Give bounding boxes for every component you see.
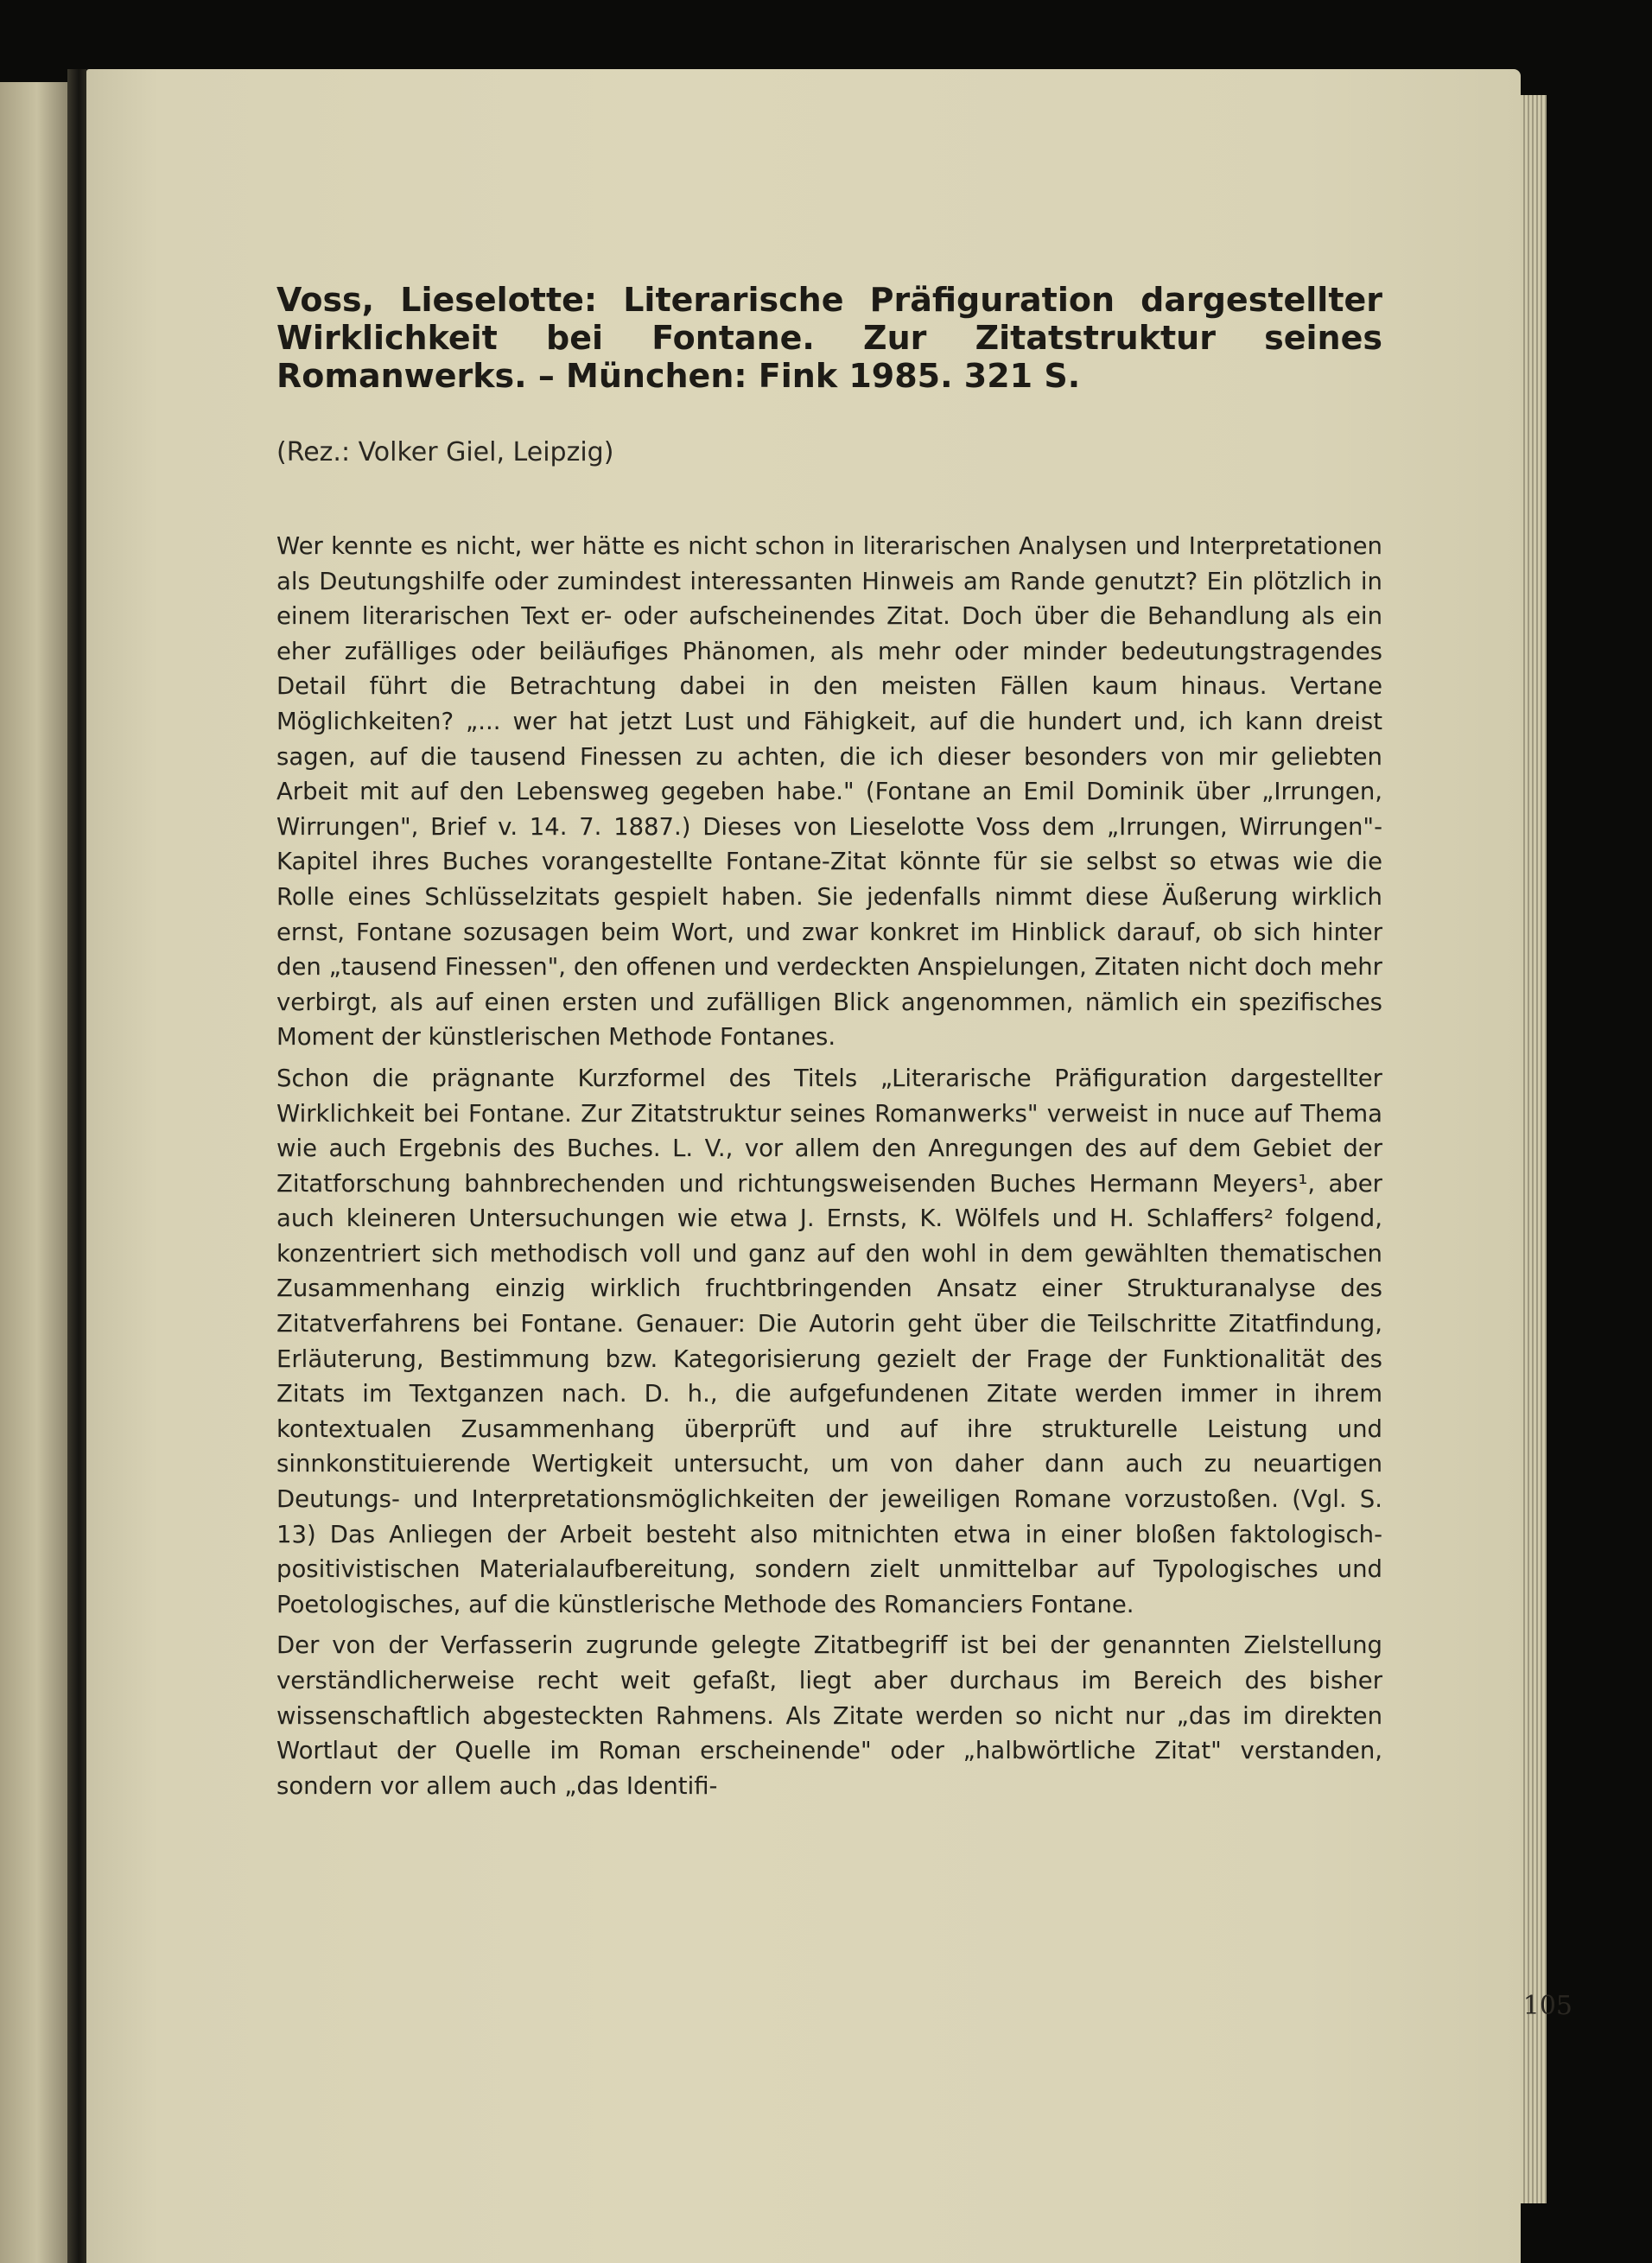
review-body (276, 529, 1382, 1809)
paragraph: Schon die prägnante Kurzformel des Titels „Literarische Präfiguration dargestellter Wirklichkeit bei Fontane. Zur Zitatstruktur seines Romanwerks" verweist in nuce auf Thema wie auch Ergebnis des Buches. L. V., vor allem den Anregungen des auf dem Gebiet der Zitatforschung bahnbrechenden und richtungsweisenden Buches Hermann Meyers¹, aber auch kleineren Untersuchungen wie etwa J. Ernsts, K. Wölfels und H. Schlaffers² folgend, konzentriert sich methodisch voll und ganz auf den wohl in dem gewählten thematischen Zusammenhang einzig wirklich fruchtbringenden Ansatz einer Strukturanalyse des Zitatverfahrens bei Fontane. Genauer: Die Autorin geht über die Teilschritte Zitatfindung, Erläuterung, Bestimmung bzw. Kategorisierung gezielt der Frage der Funktionalität des Zitats im Textganzen nach. D. h., die aufgefundenen Zitate werden immer in ihrem kontextualen Zusammenhang überprüft und auf ihre strukturelle Leistung und sinnkonstituierende Wertigkeit untersucht, um von daher dann auch zu neuartigen Deutungs- und Interpretationsmöglichkeiten der jeweiligen Romane vorzustoßen. (Vgl. S. 13) Das Anliegen der Arbeit besteht also mitnichten etwa in einer bloßen faktologisch-positivistischen Materialaufbereitung, sondern zielt unmittelbar auf Typologisches und Poetologisches, auf die künstlerische Methode des Romanciers Fontane. (276, 1064, 1382, 1618)
paragraph: Der von der Verfasserin zugrunde gelegte Zitatbegriff ist bei der genannten Zielstellung verständlicherweise recht weit gefaßt, liegt aber durchaus im Bereich des bisher wissenschaftlich abgesteckten Rahmens. Als Zitate werden so nicht nur „das im direkten Wortlaut der Quelle im Roman erscheinende" oder „halbwörtliche Zitat" verstanden, sondern vor allem auch „das Identifi- (276, 1631, 1382, 1800)
book-page (86, 69, 1573, 2263)
previous-page-edge (0, 82, 67, 2263)
reviewer-line: (Rez.: Volker Giel, Leipzig) (276, 437, 614, 467)
review-title: Voss, Lieselotte: Literarische Präfiguration dargestellter Wirklichkeit bei Fontane. Zur Zitatstruktur seines Romanwerks. – München: Fink 1985. 321 S. (276, 281, 1382, 395)
page-stack-edge (1521, 95, 1547, 2203)
page-number: 105 (1522, 1991, 1573, 2021)
book-gutter (67, 69, 86, 2263)
paragraph: Wer kennte es nicht, wer hätte es nicht schon in literarischen Analysen und Interpretationen als Deutungshilfe oder zumindest interessanten Hinweis am Rande genutzt? Ein plötzlich in einem literarischen Text er- oder aufscheinendes Zitat. Doch über die Behandlung als ein eher zufälliges oder beiläufiges Phänomen, als mehr oder minder bedeutungstragendes Detail führt die Betrachtung dabei in den meisten Fällen kaum hinaus. Vertane Möglichkeiten? „... wer hat jetzt Lust und Fähigkeit, auf die hundert und, ich kann dreist sagen, auf die tausend Finessen zu achten, die ich dieser besonders von mir geliebten Arbeit mit auf den Lebensweg gegeben habe." (Fontane an Emil Dominik über „Irrungen, Wirrungen", Brief v. 14. 7. 1887.) Dieses von Lieselotte Voss dem „Irrungen, Wirrungen"-Kapitel ihres Buches vorangestellte Fontane-Zitat könnte für sie selbst so etwas wie die Rolle eines Schlüsselzitats gespielt haben. Sie jedenfalls nimmt diese Äußerung wirklich ernst, Fontane sozusagen beim Wort, und zwar konkret im Hinblick darauf, ob sich hinter den „tausend Finessen", den offenen und verdeckten Anspielungen, Zitaten nicht doch mehr verbirgt, als auf einen ersten und zufälligen Blick angenommen, nämlich ein spezifisches Moment der künstlerischen Methode Fontanes. (276, 532, 1382, 1052)
